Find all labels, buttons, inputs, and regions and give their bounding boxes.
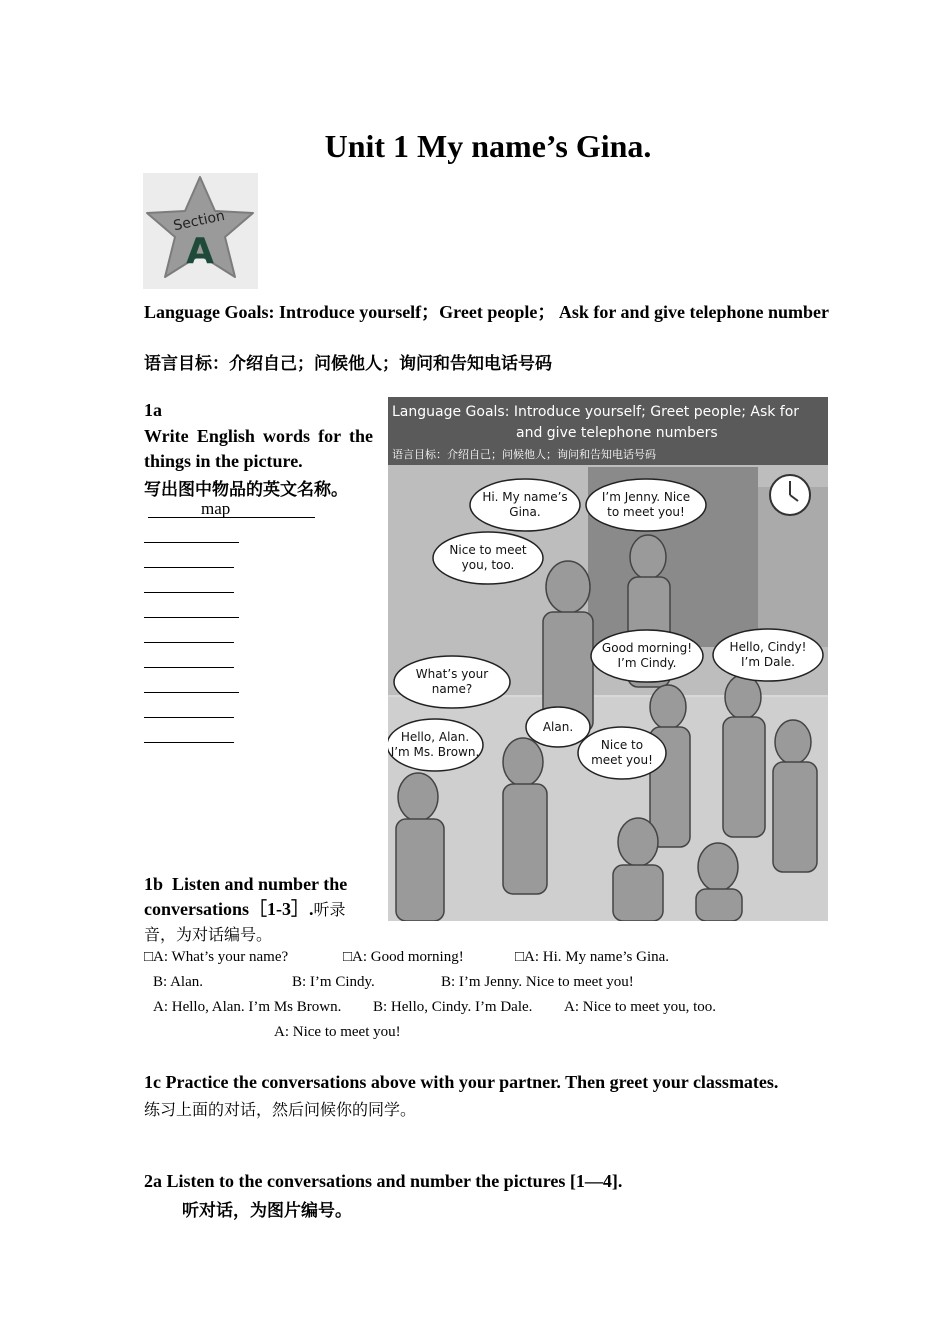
answer-blank-8[interactable]	[144, 692, 239, 693]
bubble-text-7: Good morning!	[601, 641, 693, 655]
conv-1-c: A: Hello, Alan. I’m Ms Brown.	[153, 999, 342, 1015]
bubble-text-10: I’m Dale.	[741, 655, 795, 669]
bubble-text-4: to meet you!	[607, 505, 685, 519]
bubble-text-15: I’m Ms. Brown.	[390, 745, 480, 759]
language-goals-cn: 语言目标：介绍自己；问候他人；询问和告知电话号码	[144, 354, 552, 374]
illus-header-en2: and give telephone numbers	[516, 425, 718, 441]
star-badge-icon	[143, 173, 258, 289]
bubble-text-16: Nice to	[600, 738, 644, 752]
conv-1-a: □A: What’s your name?	[144, 949, 289, 965]
illus-header-cn: 语言目标：介绍自己；问候他人；询问和告知电话号码	[392, 448, 656, 461]
badge-letter: A	[186, 231, 214, 272]
conv-3-a: □A: Hi. My name’s Gina.	[515, 949, 670, 965]
section-1b-text: Listen and number the conversations［1-3］.	[144, 874, 348, 919]
section-1c: 1c Practice the conversations above with your partner. Then greet your classmates.	[144, 1072, 779, 1092]
illus-header-en: Language Goals: Introduce yourself; Greet people; Ask for	[392, 404, 800, 420]
answer-blank-1[interactable]	[148, 499, 315, 518]
bubble-text-6: you, too.	[461, 558, 515, 572]
section-1b	[144, 872, 373, 947]
answer-blank-10[interactable]	[144, 742, 234, 743]
section-2a-cn: 听对话，为图片编号。	[182, 1201, 352, 1221]
section-1b-number: 1b	[144, 874, 164, 894]
bubble-text-3: I’m Jenny. Nice	[601, 490, 691, 504]
bubble-text-13: Alan.	[542, 720, 574, 734]
conv-3-b: B: I’m Jenny. Nice to meet you!	[441, 974, 634, 990]
bubble-text-14: Hello, Alan.	[400, 730, 470, 744]
bubble-text-17: meet you!	[591, 753, 653, 767]
conv-1-b: B: Alan.	[153, 974, 204, 990]
conv-2-a: □A: Good morning!	[343, 949, 464, 965]
bubble-text-5: Nice to meet	[449, 543, 527, 557]
section-1b-cn: 听录音，为对话编号。	[144, 900, 346, 944]
bubble-text-12: name?	[431, 682, 473, 696]
conv-1-d: A: Nice to meet you!	[274, 1024, 401, 1040]
bubble-text-1: Hi. My name’s	[482, 490, 568, 504]
badge-word: Section	[172, 207, 227, 235]
answer-blank-9[interactable]	[144, 717, 234, 718]
answer-blank-4[interactable]	[144, 592, 234, 593]
answer-blank-7[interactable]	[144, 667, 234, 668]
conv-3-c: A: Nice to meet you, too.	[564, 999, 717, 1015]
section-1c-cn: 练习上面的对话，然后问候你的同学。	[144, 1100, 417, 1119]
answer-blank-3[interactable]	[144, 567, 234, 568]
section-1a-instruction-cn: 写出图中物品的英文名称。	[144, 480, 348, 500]
bubble-text-2: Gina.	[509, 505, 541, 519]
school-hallway-illustration	[388, 397, 828, 921]
conv-2-c: B: Hello, Cindy. I’m Dale.	[373, 999, 533, 1015]
answer-map: map	[201, 499, 231, 518]
language-goals: Language Goals: Introduce yourself；Greet people； Ask for and give telephone number	[144, 302, 830, 322]
answer-blank-2[interactable]	[144, 542, 239, 543]
bubble-text-8: I’m Cindy.	[617, 656, 677, 670]
section-1a-instruction: Write English words for the things in the picture.	[144, 426, 373, 471]
bubble-text-11: What’s your	[415, 667, 489, 681]
section-1a-number: 1a	[144, 400, 162, 420]
answer-blank-6[interactable]	[144, 642, 234, 643]
section-a-badge	[143, 173, 258, 289]
bubble-text-9: Hello, Cindy!	[729, 640, 807, 654]
page-title: Unit 1 My name’s Gina.	[324, 128, 652, 164]
answer-blank-5[interactable]	[144, 617, 239, 618]
conv-2-b: B: I’m Cindy.	[292, 974, 375, 990]
section-2a: 2a Listen to the conversations and number the pictures [1—4].	[144, 1171, 623, 1191]
